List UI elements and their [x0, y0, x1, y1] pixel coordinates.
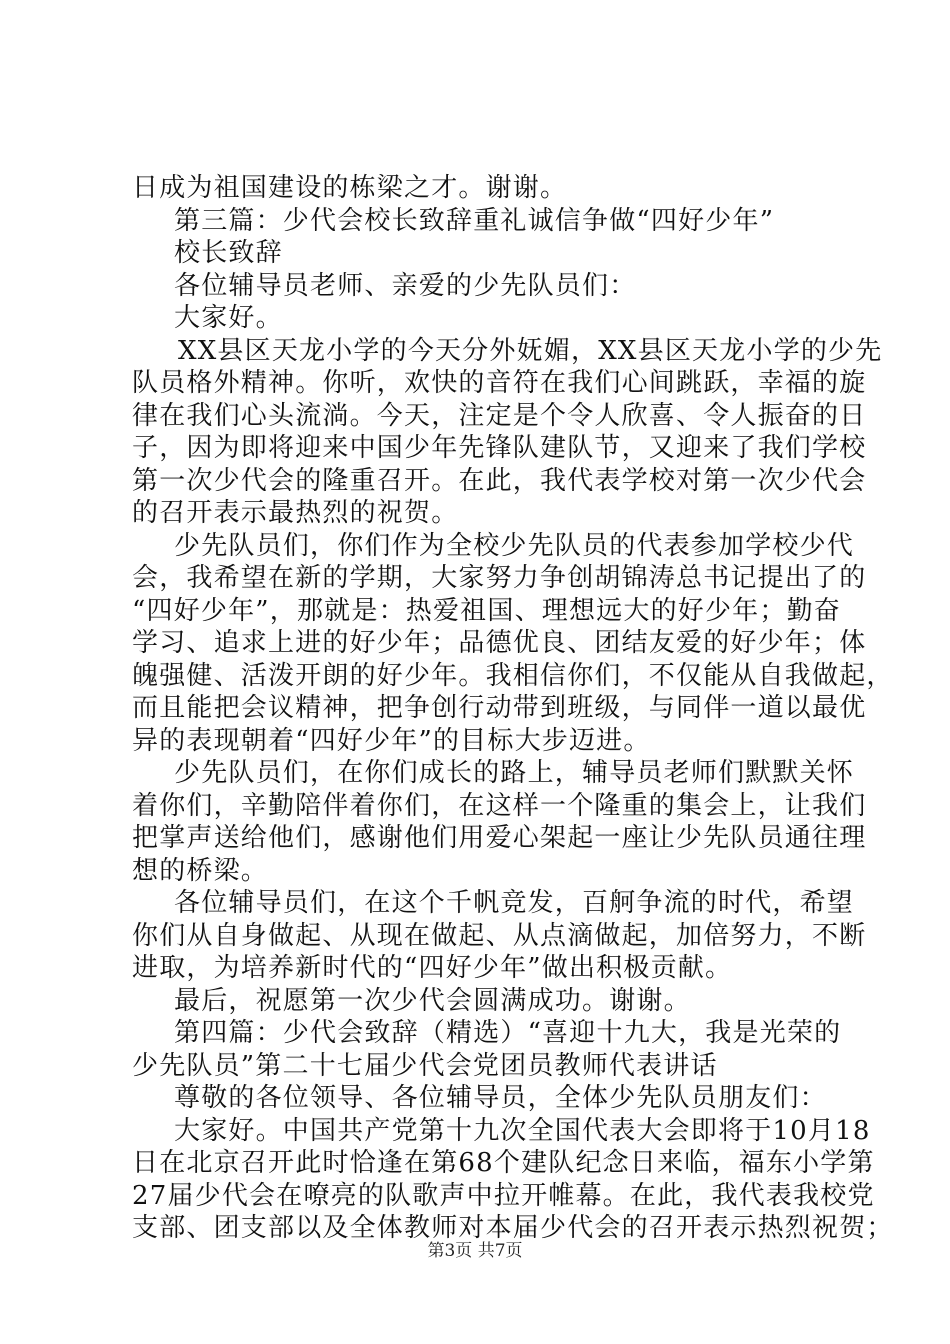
document-body: [132, 172, 894, 1245]
text-line: 日成为祖国建设的栋梁之才。谢谢。: [132, 173, 568, 203]
text-line: 把掌声送给他们，感谢他们用爱心架起一座让少先队员通往理: [132, 823, 867, 853]
text-line: 想的桥梁。: [132, 855, 269, 886]
text-line: 律在我们心头流淌。今天，注定是个令人欣喜、令人振奋的日: [132, 400, 867, 431]
greeting: 大家好。: [174, 303, 283, 333]
text-line: 魄强健、活泼开朗的好少年。我相信你们，不仅能从自我做起，: [132, 660, 894, 691]
text-line: 日在北京召开此时恰逢在第68个建队纪念日来临，福东小学第: [132, 1148, 875, 1178]
text-line: 队员格外精神。你听，欢快的音符在我们心间跳跃，幸福的旋: [132, 368, 867, 398]
section-heading-4-cont: 少先队员”第二十七届少代会党团员教师代表讲话: [132, 1050, 718, 1081]
text-line: 进取，为培养新时代的“四好少年”做出积极贡献。: [132, 953, 733, 983]
text-line: 少先队员们，在你们成长的路上，辅导员老师们默默关怀: [174, 758, 855, 788]
text-line: 而且能把会议精神，把争创行动带到班级，与同伴一道以最优: [132, 693, 867, 723]
text-line: 学习、追求上进的好少年；品德优良、团结友爱的好少年；体: [132, 628, 867, 658]
text-line: 各位辅导员们，在这个千帆竞发，百舸争流的时代，希望: [174, 888, 855, 918]
section-heading-4: 第四篇：少代会致辞（精选）“喜迎十九大，我是光荣的: [174, 1018, 842, 1048]
text-line: 着你们，辛勤陪伴着你们，在这样一个隆重的集会上，让我们: [132, 790, 867, 821]
text-line: 会，我希望在新的学期，大家努力争创胡锦涛总书记提出了的: [132, 563, 867, 593]
text-line: XX县区天龙小学的今天分外妩媚，XX县区天龙小学的少先: [178, 335, 883, 366]
text-line: 你们从自身做起、从现在做起、从点滴做起，加倍努力，不断: [132, 920, 867, 951]
text-line: 异的表现朝着“四好少年”的目标大步迈进。: [132, 725, 651, 756]
page-number: 第3页 共7页: [427, 1241, 523, 1261]
speech-title: 校长致辞: [174, 238, 283, 268]
section-heading-3: 第三篇：少代会校长致辞重礼诚信争做“四好少年”: [174, 205, 775, 236]
text-line: 最后，祝愿第一次少代会圆满成功。谢谢。: [174, 985, 691, 1016]
text-line: “四好少年”，那就是：热爱祖国、理想远大的好少年；勤奋: [132, 595, 841, 626]
text-line: 第一次少代会的隆重召开。在此，我代表学校对第一次少代会: [132, 465, 867, 496]
salutation: 各位辅导员老师、亲爱的少先队员们：: [174, 270, 637, 301]
text-line: 大家好。中国共产党第十九次全国代表大会即将于10月18: [174, 1115, 871, 1146]
text-line: 子，因为即将迎来中国少年先锋队建队节，又迎来了我们学校: [132, 433, 867, 463]
text-line: 少先队员们，你们作为全校少先队员的代表参加学校少代: [174, 530, 855, 561]
text-line: 支部、团支部以及全体教师对本届少代会的召开表示热烈祝贺；: [132, 1213, 894, 1243]
salutation: 尊敬的各位领导、各位辅导员，全体少先队员朋友们：: [174, 1083, 827, 1113]
text-line: 的召开表示最热烈的祝贺。: [132, 498, 459, 528]
text-line: 27届少代会在嘹亮的队歌声中拉开帷幕。在此，我代表我校党: [132, 1180, 875, 1211]
